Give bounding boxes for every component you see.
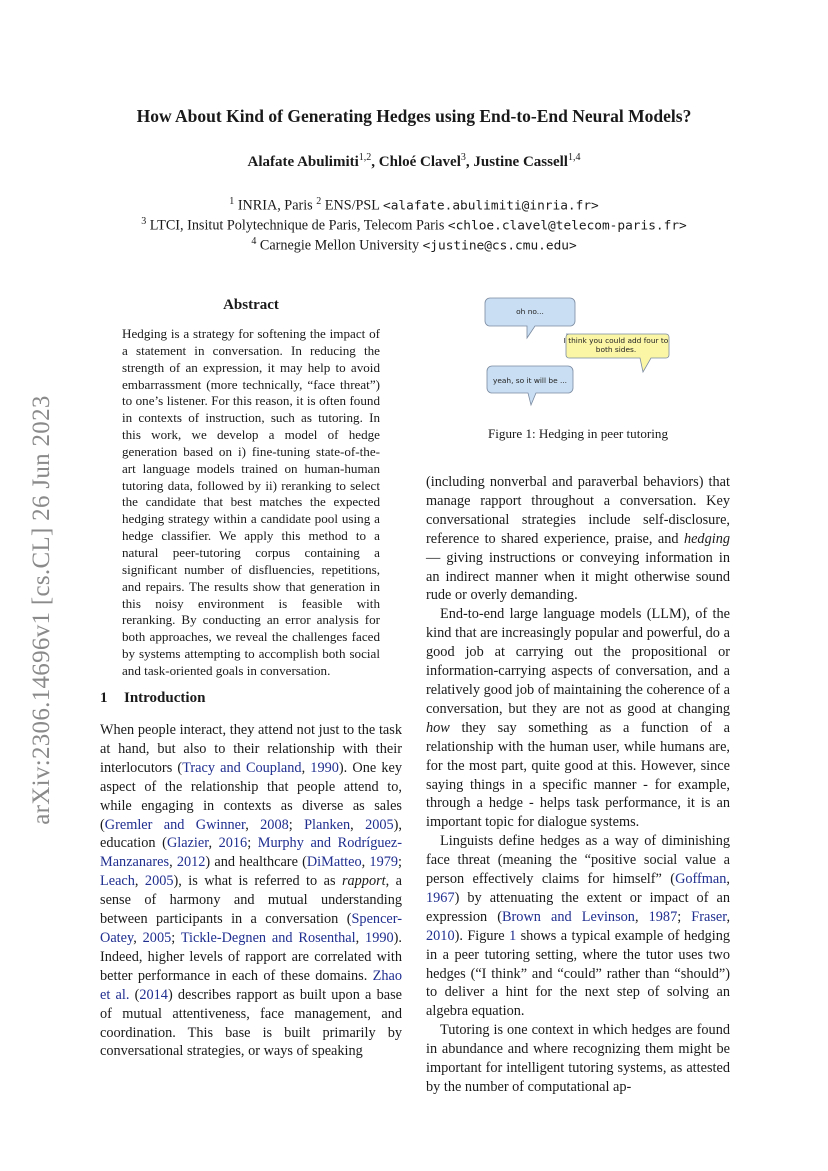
text-run: ,: [361, 854, 370, 871]
figure-1-caption: Figure 1: Hedging in peer tutoring: [487, 426, 668, 441]
text-run: shows a typical example of hedging in a peer tutoring setting, where the tutor uses two hedges (“I think” and “could” rather than “should”) to deliver a hint for the next step of solving an algebra equation.: [426, 927, 731, 1020]
author-name: Chloé Clavel: [378, 154, 461, 170]
text-run: ) and healthcare (: [205, 854, 307, 871]
section-title: Introduction: [124, 690, 206, 706]
citation-link[interactable]: Leach: [100, 873, 135, 890]
text-run: Linguists define hedges as a way of diminishing face threat (meaning the “positive social value a person effectively claims for himself” (: [426, 833, 730, 888]
citation-link[interactable]: Gremler and Gwinner: [104, 816, 246, 833]
text-run: ,: [169, 854, 177, 871]
affiliation-line-3: [0, 232, 828, 257]
emphasized-text: rapport: [341, 873, 386, 890]
citation-link[interactable]: Tracy and Coupland: [182, 759, 302, 776]
citation-link[interactable]: 1: [509, 927, 517, 944]
text-run: ). Figure: [454, 927, 510, 944]
citation-link[interactable]: 2005: [365, 816, 394, 833]
abstract-heading: Abstract: [223, 297, 279, 313]
intro-paragraph: [100, 721, 402, 1061]
text-run: ;: [247, 835, 258, 852]
text-run: ) describes rapport as built upon a base of mutual attentiveness, face management, and coordination. This base is built primarily by conversational strategies, or ways of speaking: [100, 986, 402, 1060]
citation-link[interactable]: Brown and Levinson: [502, 908, 635, 925]
author-email: <justine@cs.cmu.edu>: [422, 238, 577, 254]
text-run: (including nonverbal and paraverbal behaviors) that manage rapport throughout a conversation. Key conversational strategies include self-disclosure, reference to shared experience, praise, and: [426, 474, 730, 547]
text-run: ;: [398, 854, 402, 871]
citation-link[interactable]: 2008: [260, 816, 289, 833]
abstract-body: [122, 326, 380, 680]
citation-link[interactable]: 2010: [426, 927, 455, 944]
citation-link[interactable]: Goffman: [675, 871, 727, 888]
text-run: (: [129, 986, 140, 1003]
author-affiliation-marker: 3: [460, 152, 466, 163]
text-run: , a sense of harmony and mutual understanding between participants in a conversation (: [100, 873, 402, 928]
arxiv-identifier: arXiv:2306.14696v1 [cs.CL] 26 Jun 2023: [28, 395, 55, 825]
intro-paragraph-continued: [426, 473, 730, 605]
abstract-text: Hedging is a strategy for softening the impact of a statement in conversation. In reducing the strength of an expression, it may help to avoid embarrassment (more technically, “face threat”) to one’s listener. For this reason, it is often found in contexts of instruction, such as tutoring. In this work, we develop a model of hedge generation based on i) fine-tuning state-of-the-art language models trained on human-human tutoring data, followed by ii) reranking to select the candidate that best matches the expected hedging strategy within a candidate pool using a hedge classifier. We apply this method to a natural peer-tutoring corpus containing a significant number of disfluencies, repetitions, and repairs. The results show that generation in this noisy environment is feasible with reranking. By conducting an error analysis for both approaches, we reveal the challenges faced by systems attempting to accomplish both social and task-oriented goals in conversation.: [122, 326, 380, 678]
author-separator: ,: [371, 154, 379, 170]
citation-link[interactable]: Tickle-Degnen and Rosenthal: [180, 929, 356, 946]
intro-paragraph: [426, 605, 730, 832]
bubble-3-text: yeah, so it will be ...: [492, 376, 568, 385]
text-run: ). Indeed, higher levels of rapport are correlated with better performance in each of these domains.: [100, 929, 402, 984]
affiliation-marker: 4: [251, 236, 257, 247]
speech-bubble-1: [485, 298, 575, 338]
affiliation-text: LTCI, Insitut Polytechnique de Paris, Telecom Paris: [149, 217, 445, 234]
text-run: End-to-end large language models (LLM), of the kind that are increasingly popular and powerful, do a good job at carrying out the propositional or information-carrying aspects of conversation, and a relatively good job of maintaining the coherence of a conversation, but they are not as good at changing: [426, 606, 730, 717]
emphasized-text: hedging: [683, 530, 730, 547]
affiliation-text: INRIA, Paris: [237, 197, 313, 214]
text-run: When people interact, they attend not just to the task at hand, but also to their relationship with their interlocutors (: [100, 722, 402, 776]
citation-link[interactable]: Fraser: [691, 908, 727, 925]
text-run: Tutoring is one context in which hedges are found in abundance and where recognizing them might be important for intelligent tutoring systems, as attested by the number of computational ap-: [426, 1022, 730, 1095]
bubble-1-text: oh no...: [516, 307, 544, 316]
affiliation-text: Carnegie Mellon University: [259, 237, 420, 254]
citation-link[interactable]: 1967: [426, 889, 455, 906]
bubble-2-text-line-1: I think you could add four to: [563, 336, 669, 345]
citation-link[interactable]: 1990: [365, 929, 394, 946]
text-run: ,: [726, 908, 731, 925]
section-heading: [100, 690, 205, 707]
text-run: ;: [171, 929, 181, 946]
text-run: ), is what is referred to as: [173, 873, 342, 890]
text-run: ,: [301, 759, 311, 776]
author-name: Alafate Abulimiti: [247, 154, 359, 170]
text-run: ,: [134, 873, 145, 890]
text-run: ,: [634, 908, 649, 925]
citation-link[interactable]: Murphy and Rodríguez-Manzanares: [100, 835, 402, 871]
text-run: ), education (: [100, 816, 402, 852]
text-run: ). One key aspect of the relationship that people attend to, while engaging in contexts as diverse as sales (: [100, 759, 402, 833]
left-column: [100, 721, 402, 1061]
author-affiliation-marker: 1,2: [358, 152, 372, 163]
speech-bubble-2: [564, 334, 669, 372]
author-email: <alafate.abulimiti@inria.fr>: [383, 198, 599, 214]
citation-link[interactable]: 1979: [369, 854, 399, 871]
text-run: ,: [355, 929, 366, 946]
text-run: ,: [350, 816, 366, 833]
author-list: [0, 152, 828, 171]
citation-link[interactable]: 1987: [648, 908, 678, 925]
intro-paragraph: [426, 1021, 730, 1097]
right-column: [426, 473, 730, 1097]
text-run: — giving instructions or conveying information in an indirect manner when it might otherwise sound rude or overly demanding.: [426, 549, 730, 604]
author-name: Justine Cassell: [473, 154, 568, 170]
emphasized-text: how: [426, 719, 450, 736]
text-run: ,: [133, 929, 143, 946]
text-run: ;: [288, 816, 305, 833]
citation-link[interactable]: 1990: [310, 759, 339, 776]
citation-link[interactable]: 2005: [142, 929, 172, 946]
citation-link[interactable]: Glazier: [166, 835, 209, 852]
citation-link[interactable]: 2014: [139, 986, 168, 1003]
affiliation-marker: 1: [229, 196, 235, 207]
text-run: ,: [726, 871, 730, 888]
citation-link[interactable]: Planken: [304, 816, 351, 833]
text-run: ;: [677, 908, 692, 925]
section-number: 1: [100, 690, 108, 706]
author-email: <chloe.clavel@telecom-paris.fr>: [447, 218, 687, 234]
citation-link[interactable]: 2016: [218, 835, 248, 852]
citation-link[interactable]: Spencer-Oatey: [100, 911, 402, 946]
citation-link[interactable]: 2012: [176, 854, 206, 871]
author-separator: ,: [465, 154, 474, 170]
citation-link[interactable]: 2005: [144, 873, 174, 890]
arxiv-sidebar: [22, 370, 62, 850]
text-run: ) by attenuating the extent or impact of an expression (: [426, 889, 730, 925]
paper-title: How About Kind of Generating Hedges using End-to-End Neural Models?: [136, 106, 692, 126]
citation-link[interactable]: DiMatteo: [306, 854, 362, 871]
figure-1-hedging-illustration: [480, 292, 680, 412]
intro-paragraph: [426, 832, 730, 1021]
speech-bubble-3: [487, 366, 573, 405]
text-run: ,: [208, 835, 219, 852]
author-affiliation-marker: 1,4: [567, 152, 581, 163]
text-run: ,: [245, 816, 261, 833]
citation-link[interactable]: Zhao et al.: [100, 967, 402, 1003]
affiliation-marker: 3: [141, 216, 147, 227]
affiliation-text: ENS/PSL: [324, 197, 380, 214]
bubble-2-text-line-2: both sides.: [595, 345, 637, 354]
affiliation-marker: 2: [316, 196, 322, 207]
text-run: they say something as a function of a relationship with the human user, while humans are, for the most part, quite good at this. However, since saying things in a specific manner - for example, through a hedge - helps task performance, it is an important topic for dialogue systems.: [426, 719, 730, 831]
